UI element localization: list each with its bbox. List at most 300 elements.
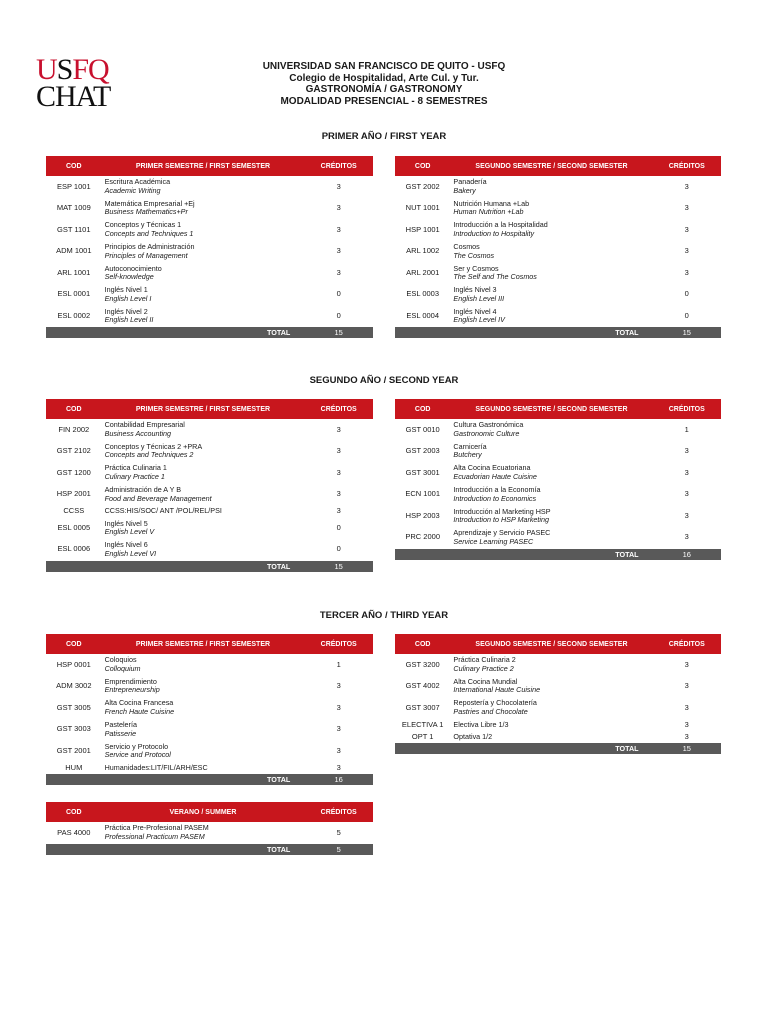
logo-letters-fq: FQ	[72, 53, 109, 86]
course-name	[102, 198, 305, 220]
course-name-en: Concepts and Techniques 2	[104, 450, 194, 460]
total-row	[395, 327, 721, 338]
course-name-es: Matemática Empresarial +Ej	[104, 198, 195, 208]
university-name: UNIVERSIDAD SAN FRANCISCO DE QUITO - USFQ	[262, 61, 506, 72]
course-code: ESL 0002	[57, 311, 91, 321]
course-name	[102, 740, 305, 762]
course-credits: 3	[684, 719, 689, 729]
course-code: ESP 1001	[56, 181, 91, 191]
course-name	[102, 719, 305, 741]
course-row	[395, 527, 721, 549]
course-name-es: Alta Cocina Francesa	[104, 698, 174, 708]
course-credits: 3	[684, 181, 689, 191]
course-name-es: Administración de A Y B	[104, 484, 182, 494]
course-row	[46, 419, 373, 441]
course-row	[46, 719, 373, 741]
course-name-en: Service Learning PASEC	[453, 536, 534, 546]
course-credits: 0	[684, 311, 689, 321]
course-name-es: Optativa 1/2	[453, 731, 493, 741]
course-name-en: International Haute Cuisine	[453, 685, 541, 695]
course-row	[395, 484, 721, 506]
course-name-en: Concepts and Techniques 1	[104, 228, 194, 238]
course-name-en: Service and Protocol	[104, 750, 171, 760]
course-name	[450, 505, 652, 527]
course-code: ESL 0006	[57, 544, 91, 554]
course-credits: 3	[336, 506, 341, 516]
course-name	[450, 198, 652, 220]
course-code: ARL 2001	[406, 267, 440, 277]
course-name	[102, 176, 305, 198]
course-credits: 3	[336, 489, 341, 499]
course-code: ELECTIVA 1	[401, 719, 444, 729]
course-code: GST 0010	[405, 424, 440, 434]
course-row	[395, 262, 721, 284]
course-credits: 1	[684, 424, 689, 434]
course-code: GST 3200	[405, 659, 440, 669]
course-table-y2-s2	[395, 399, 721, 560]
total-row	[46, 561, 373, 572]
course-code: ESL 0004	[406, 311, 440, 321]
course-name	[450, 419, 652, 441]
course-credits: 3	[684, 267, 689, 277]
total-spacer	[46, 561, 102, 572]
course-name-es: Pastelería	[104, 719, 137, 729]
course-code: GST 2002	[405, 181, 440, 191]
course-code: HSP 1001	[405, 224, 440, 234]
course-name-en: English Level VI	[104, 548, 157, 558]
course-name	[102, 462, 305, 484]
course-code: GST 3001	[405, 467, 440, 477]
course-code: ECN 1001	[405, 489, 440, 499]
course-credits: 3	[336, 702, 341, 712]
course-credits: 3	[336, 181, 341, 191]
course-name-es: Escritura Académica	[104, 177, 171, 187]
total-row	[46, 844, 373, 855]
course-name	[102, 284, 305, 306]
course-row	[46, 462, 373, 484]
course-code: NUT 1001	[405, 203, 440, 213]
course-name	[102, 484, 305, 506]
total-row	[395, 549, 721, 560]
column-header-credits: CRÉDITOS	[653, 156, 721, 176]
course-name-es: Inglés Nivel 1	[104, 285, 148, 295]
course-name-es: Práctica Culinaria 1	[104, 463, 167, 473]
course-name	[102, 654, 305, 676]
course-row	[395, 441, 721, 463]
course-row	[395, 719, 721, 731]
course-name-en: Colloquium	[104, 663, 141, 673]
year-title-2: SEGUNDO AÑO / SECOND YEAR	[309, 375, 459, 386]
table-header-row	[46, 156, 373, 176]
course-name-es: Servicio y Protocolo	[104, 741, 169, 751]
year-title-3: TERCER AÑO / THIRD YEAR	[319, 610, 449, 621]
course-credits: 3	[684, 659, 689, 669]
course-name-en: Food and Beverage Management	[104, 493, 212, 503]
course-name	[450, 306, 652, 328]
total-label: TOTAL	[102, 844, 305, 855]
course-name-en: Butchery	[453, 450, 482, 460]
course-row	[46, 762, 373, 774]
course-row	[46, 241, 373, 263]
course-credits: 3	[336, 745, 341, 755]
total-credits: 5	[304, 844, 373, 855]
document-header	[180, 61, 588, 107]
course-code: ADM 1001	[56, 246, 92, 256]
total-spacer	[46, 774, 102, 785]
course-code: GST 3007	[405, 702, 440, 712]
course-code: GST 2001	[56, 745, 91, 755]
total-row	[395, 743, 721, 754]
course-name-en: Patisserie	[104, 728, 137, 738]
course-credits: 3	[684, 246, 689, 256]
total-credits: 15	[653, 743, 721, 754]
total-spacer	[46, 844, 102, 855]
course-code: ARL 1002	[406, 246, 440, 256]
logo-chat: CHAT	[36, 80, 111, 113]
total-spacer	[395, 549, 450, 560]
table-header-row	[395, 156, 721, 176]
course-row	[395, 284, 721, 306]
course-table-y1-s2	[395, 156, 721, 338]
course-code: MAT 1009	[56, 203, 91, 213]
course-credits: 0	[684, 289, 689, 299]
course-name-en: Introduction to HSP Marketing	[453, 515, 550, 525]
course-name-es: Panadería	[453, 177, 487, 187]
course-table-y3-s1	[46, 634, 373, 785]
course-credits: 3	[336, 446, 341, 456]
course-row	[46, 441, 373, 463]
course-name-es: Contabilidad Empresarial	[104, 420, 185, 430]
column-header-cod: COD	[395, 634, 450, 654]
course-code: ESL 0001	[57, 289, 91, 299]
course-row	[395, 462, 721, 484]
program-modality: MODALIDAD PRESENCIAL - 8 SEMESTRES	[280, 95, 488, 107]
course-name-es: Humanidades:LIT/FIL/ARH/ESC	[104, 762, 208, 772]
course-row	[395, 219, 721, 241]
logo-letter-s: S	[56, 53, 73, 86]
column-header-credits: CRÉDITOS	[304, 156, 373, 176]
course-name-es: Alta Cocina Mundial	[453, 676, 518, 686]
course-name	[102, 241, 305, 263]
column-header-semester: SEGUNDO SEMESTRE / SECOND SEMESTER	[450, 634, 652, 654]
course-name-en: Pastries and Chocolate	[453, 706, 528, 716]
total-label: TOTAL	[102, 327, 305, 338]
total-row	[46, 774, 373, 785]
course-credits: 3	[336, 203, 341, 213]
total-row	[46, 327, 373, 338]
total-credits: 16	[653, 549, 721, 560]
course-name-es: CCSS:HIS/SOC/ ANT /POL/REL/PSI	[104, 506, 222, 516]
course-name	[102, 219, 305, 241]
course-row	[46, 539, 373, 561]
column-header-cod: COD	[46, 156, 102, 176]
course-name-es: Conceptos y Técnicas 2 +PRA	[104, 441, 203, 451]
course-name	[102, 762, 305, 774]
total-spacer	[395, 743, 450, 754]
course-name	[450, 262, 652, 284]
column-header-credits: CRÉDITOS	[653, 399, 721, 419]
course-name	[450, 527, 652, 549]
course-name-en: English Level I	[104, 293, 152, 303]
course-code: ESL 0005	[57, 522, 91, 532]
course-name-es: Introducción a la Hospitalidad	[453, 220, 548, 230]
course-row	[395, 419, 721, 441]
column-header-credits: CRÉDITOS	[304, 634, 373, 654]
course-code: GST 1200	[56, 467, 91, 477]
course-name-es: Inglés Nivel 4	[453, 306, 497, 316]
course-row	[395, 654, 721, 676]
course-name-es: Inglés Nivel 3	[453, 285, 497, 295]
course-code: ADM 3002	[56, 681, 92, 691]
course-name-es: Emprendimiento	[104, 676, 157, 686]
course-name-es: Inglés Nivel 5	[104, 518, 148, 528]
table-header-row	[46, 399, 373, 419]
course-row	[46, 505, 373, 517]
course-code: GST 4002	[405, 681, 440, 691]
course-name-en: The Cosmos	[453, 250, 495, 260]
column-header-semester: PRIMER SEMESTRE / FIRST SEMESTER	[102, 634, 305, 654]
total-label: TOTAL	[102, 774, 305, 785]
course-credits: 3	[684, 467, 689, 477]
course-name	[450, 219, 652, 241]
course-code: PAS 4000	[57, 827, 91, 837]
course-name	[102, 676, 305, 698]
course-table-y1-s1	[46, 156, 373, 338]
column-header-semester: PRIMER SEMESTRE / FIRST SEMESTER	[102, 399, 305, 419]
course-name-en: English Level III	[453, 293, 505, 303]
course-code: GST 3003	[56, 724, 91, 734]
course-code: OPT 1	[411, 731, 434, 741]
course-name-en: The Self and The Cosmos	[453, 272, 537, 282]
course-credits: 0	[336, 311, 341, 321]
total-label: TOTAL	[450, 327, 652, 338]
course-credits: 3	[684, 681, 689, 691]
course-name-es: Principios de Administración	[104, 241, 195, 251]
table-header-row	[46, 802, 373, 822]
course-code: FIN 2002	[58, 424, 90, 434]
course-name-en: Ecuadorian Haute Cuisine	[453, 471, 537, 481]
course-name-en: Culinary Practice 1	[104, 471, 165, 481]
column-header-cod: COD	[395, 156, 450, 176]
course-name-en: English Level IV	[453, 315, 505, 325]
course-name-es: Electiva Libre 1/3	[453, 719, 509, 729]
course-name	[102, 419, 305, 441]
course-name	[102, 539, 305, 561]
course-credits: 3	[336, 467, 341, 477]
total-spacer	[46, 327, 102, 338]
total-label: TOTAL	[450, 549, 652, 560]
course-code: GST 2102	[56, 446, 91, 456]
course-row	[46, 198, 373, 220]
total-label: TOTAL	[450, 743, 652, 754]
course-name	[450, 697, 652, 719]
course-credits: 0	[336, 544, 341, 554]
course-name	[102, 697, 305, 719]
total-label: TOTAL	[102, 561, 305, 572]
course-row	[46, 306, 373, 328]
course-credits: 3	[336, 762, 341, 772]
column-header-credits: CRÉDITOS	[304, 399, 373, 419]
course-row	[395, 697, 721, 719]
course-code: CCSS	[63, 506, 85, 516]
course-credits: 3	[684, 489, 689, 499]
course-name-es: Ser y Cosmos	[453, 263, 499, 273]
course-name-es: Inglés Nivel 2	[104, 306, 148, 316]
column-header-credits: CRÉDITOS	[304, 802, 373, 822]
course-name	[450, 462, 652, 484]
course-name	[102, 306, 305, 328]
course-row	[46, 517, 373, 539]
course-row	[46, 219, 373, 241]
course-name-en: Self-knowledge	[104, 272, 154, 282]
course-row	[46, 676, 373, 698]
course-name-en: French Haute Cuisine	[104, 706, 175, 716]
column-header-semester: SEGUNDO SEMESTRE / SECOND SEMESTER	[450, 156, 652, 176]
course-name-es: Aprendizaje y Servicio PASEC	[453, 528, 551, 538]
course-name-en: English Level II	[104, 315, 154, 325]
course-name-en: Gastronomic Culture	[453, 428, 520, 438]
course-credits: 3	[336, 724, 341, 734]
course-credits: 3	[336, 267, 341, 277]
column-header-semester: SEGUNDO SEMESTRE / SECOND SEMESTER	[450, 399, 652, 419]
course-row	[46, 484, 373, 506]
course-name-es: Práctica Culinaria 2	[453, 655, 516, 665]
course-name-en: Entrepreneurship	[104, 685, 160, 695]
course-row	[395, 198, 721, 220]
course-name-es: Autoconocimiento	[104, 263, 162, 273]
course-row	[46, 822, 373, 844]
course-credits: 3	[684, 731, 689, 741]
course-code: PRC 2000	[405, 532, 440, 542]
course-name-es: Carnicería	[453, 441, 487, 451]
course-row	[46, 284, 373, 306]
course-credits: 1	[336, 659, 341, 669]
course-code: ARL 1001	[57, 267, 91, 277]
table-header-row	[395, 634, 721, 654]
course-name	[450, 441, 652, 463]
table-header-row	[395, 399, 721, 419]
course-name-es: Conceptos y Técnicas 1	[104, 220, 182, 230]
course-name-en: Professional Practicum PASEM	[104, 831, 205, 841]
course-table-y2-s1	[46, 399, 373, 572]
total-credits: 15	[304, 327, 373, 338]
course-name-en: English Level V	[104, 527, 155, 537]
course-credits: 3	[684, 446, 689, 456]
course-name-en: Introduction to Hospitality	[453, 228, 535, 238]
course-code: HSP 0001	[56, 659, 91, 669]
course-name	[450, 676, 652, 698]
course-code: GST 1101	[57, 224, 91, 234]
course-code: HSP 2003	[405, 510, 440, 520]
course-name	[102, 262, 305, 284]
course-name	[102, 517, 305, 539]
course-name	[450, 654, 652, 676]
total-credits: 16	[304, 774, 373, 785]
course-name	[102, 822, 305, 844]
course-credits: 3	[684, 702, 689, 712]
course-name-en: Business Mathematics+Pr	[104, 207, 188, 217]
table-header-row	[46, 634, 373, 654]
year-title-1: PRIMER AÑO / FIRST YEAR	[321, 131, 447, 142]
course-table-y3-s2	[395, 634, 721, 754]
course-name	[102, 441, 305, 463]
course-name-en: Human Nutrition +Lab	[453, 207, 524, 217]
course-credits: 0	[336, 522, 341, 532]
course-name-en: Introduction to Economics	[453, 493, 537, 503]
course-row	[395, 241, 721, 263]
course-name	[450, 284, 652, 306]
column-header-semester: PRIMER SEMESTRE / FIRST SEMESTER	[102, 156, 305, 176]
course-credits: 3	[336, 246, 341, 256]
course-credits: 0	[336, 289, 341, 299]
course-code: HUM	[65, 762, 83, 772]
course-code: HSP 2001	[56, 489, 91, 499]
column-header-credits: CRÉDITOS	[653, 634, 721, 654]
course-row	[395, 306, 721, 328]
column-header-semester: VERANO / SUMMER	[102, 802, 305, 822]
course-row	[46, 654, 373, 676]
course-row	[46, 176, 373, 198]
course-row	[46, 697, 373, 719]
course-credits: 3	[336, 224, 341, 234]
course-credits: 3	[684, 510, 689, 520]
course-name-es: Alta Cocina Ecuatoriana	[453, 463, 531, 473]
course-name	[450, 731, 652, 743]
course-name-en: Principles of Management	[104, 250, 188, 260]
course-name	[450, 719, 652, 731]
course-name-es: Cultura Gastronómica	[453, 420, 524, 430]
course-row	[395, 176, 721, 198]
program-name: GASTRONOMÍA / GASTRONOMY	[305, 84, 463, 95]
course-row	[46, 262, 373, 284]
course-row	[395, 731, 721, 743]
usfq-chat-logo	[36, 53, 140, 113]
column-header-cod: COD	[46, 802, 102, 822]
course-credits: 3	[684, 224, 689, 234]
course-name-en: Academic Writing	[104, 185, 161, 195]
course-code: GST 3005	[56, 702, 91, 712]
course-name-es: Introducción a la Economía	[453, 484, 541, 494]
course-row	[46, 740, 373, 762]
column-header-cod: COD	[46, 634, 102, 654]
course-credits: 3	[336, 681, 341, 691]
course-table-summer	[46, 802, 373, 855]
total-credits: 15	[653, 327, 721, 338]
course-credits: 3	[336, 424, 341, 434]
course-name-es: Práctica Pre-Profesional PASEM	[104, 823, 209, 833]
course-credits: 3	[684, 532, 689, 542]
course-name-es: Repostería y Chocolatería	[453, 698, 537, 708]
course-name-es: Coloquios	[104, 655, 137, 665]
course-row	[395, 505, 721, 527]
course-name-es: Nutrición Humana +Lab	[453, 198, 530, 208]
course-code: ESL 0003	[406, 289, 440, 299]
course-name-en: Business Accounting	[104, 428, 172, 438]
course-row	[395, 676, 721, 698]
total-spacer	[395, 327, 450, 338]
total-credits: 15	[304, 561, 373, 572]
course-name	[450, 176, 652, 198]
column-header-cod: COD	[395, 399, 450, 419]
course-name-en: Bakery	[453, 185, 476, 195]
course-name	[450, 241, 652, 263]
course-name	[102, 505, 305, 517]
course-name-en: Culinary Practice 2	[453, 663, 514, 673]
course-name-es: Cosmos	[453, 241, 480, 251]
course-name	[450, 484, 652, 506]
course-credits: 5	[336, 827, 341, 837]
column-header-cod: COD	[46, 399, 102, 419]
